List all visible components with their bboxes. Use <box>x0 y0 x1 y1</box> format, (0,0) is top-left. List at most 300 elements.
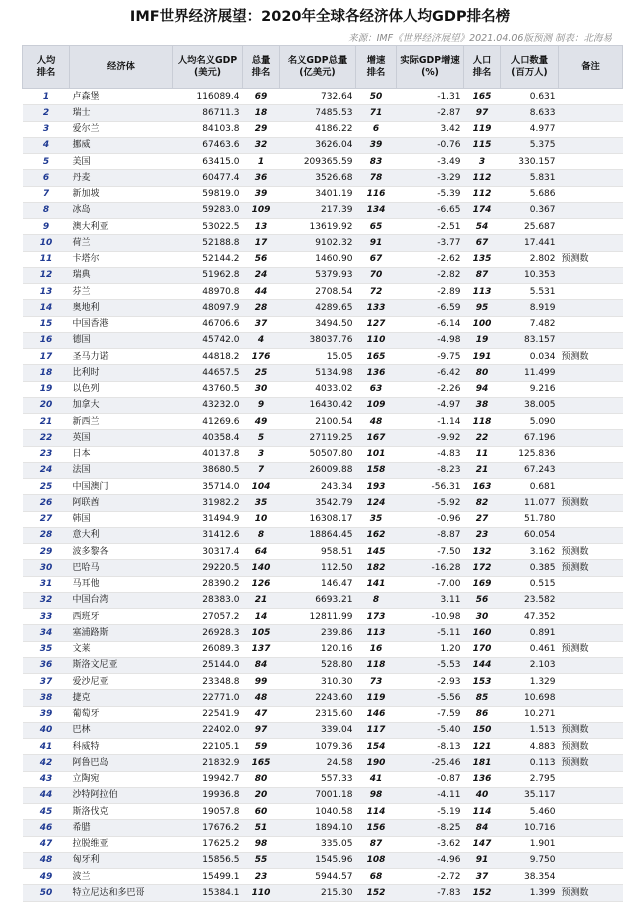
cell-growth-rank: 73 <box>356 674 397 690</box>
cell-rank: 41 <box>23 739 70 755</box>
cell-growth: -0.96 <box>397 511 464 527</box>
cell-total-rank: 18 <box>243 105 280 121</box>
table-row <box>23 121 623 137</box>
table-row <box>23 446 623 462</box>
cell-economy: 特立尼达和多巴哥 <box>70 885 173 901</box>
cell-population: 67.243 <box>501 462 559 478</box>
cell-pop-rank: 85 <box>464 690 501 706</box>
cell-rank: 8 <box>23 202 70 218</box>
cell-total-rank: 60 <box>243 804 280 820</box>
cell-economy: 瑞士 <box>70 105 173 121</box>
cell-note <box>559 219 623 235</box>
gdp-ranking-table <box>22 45 623 902</box>
cell-rank: 32 <box>23 592 70 608</box>
cell-population: 9.216 <box>501 381 559 397</box>
cell-gdp-per-capita: 31412.6 <box>173 527 243 543</box>
cell-gdp-total: 9102.32 <box>280 235 356 251</box>
cell-gdp-per-capita: 48097.9 <box>173 300 243 316</box>
cell-pop-rank: 40 <box>464 787 501 803</box>
cell-rank: 4 <box>23 137 70 153</box>
cell-growth-rank: 41 <box>356 771 397 787</box>
cell-gdp-per-capita: 26089.3 <box>173 641 243 657</box>
cell-population: 1.399 <box>501 885 559 901</box>
cell-economy: 卢森堡 <box>70 89 173 105</box>
cell-rank: 37 <box>23 674 70 690</box>
cell-pop-rank: 22 <box>464 430 501 446</box>
cell-gdp-per-capita: 31494.9 <box>173 511 243 527</box>
cell-note <box>559 365 623 381</box>
cell-growth: -9.92 <box>397 430 464 446</box>
table-row <box>23 820 623 836</box>
cell-population: 0.385 <box>501 560 559 576</box>
cell-note <box>559 527 623 543</box>
cell-total-rank: 84 <box>243 657 280 673</box>
cell-growth: -5.39 <box>397 186 464 202</box>
cell-growth: -25.46 <box>397 755 464 771</box>
cell-pop-rank: 170 <box>464 641 501 657</box>
cell-growth-rank: 182 <box>356 560 397 576</box>
cell-total-rank: 8 <box>243 527 280 543</box>
table-row <box>23 787 623 803</box>
cell-gdp-per-capita: 28390.2 <box>173 576 243 592</box>
cell-note <box>559 479 623 495</box>
cell-note <box>559 690 623 706</box>
cell-growth: -2.51 <box>397 219 464 235</box>
cell-total-rank: 13 <box>243 219 280 235</box>
cell-gdp-per-capita: 59819.0 <box>173 186 243 202</box>
cell-gdp-per-capita: 17676.2 <box>173 820 243 836</box>
header-population: 人口数量 (百万人) <box>501 46 559 89</box>
cell-note <box>559 121 623 137</box>
cell-note: 预测数 <box>559 251 623 267</box>
cell-growth: -7.83 <box>397 885 464 901</box>
cell-growth-rank: 173 <box>356 609 397 625</box>
cell-gdp-per-capita: 17625.2 <box>173 836 243 852</box>
cell-gdp-per-capita: 35714.0 <box>173 479 243 495</box>
cell-growth: -5.56 <box>397 690 464 706</box>
cell-note <box>559 284 623 300</box>
cell-economy: 中国台湾 <box>70 592 173 608</box>
header-note: 备注 <box>559 46 623 89</box>
cell-rank: 33 <box>23 609 70 625</box>
cell-gdp-total: 339.04 <box>280 722 356 738</box>
cell-note <box>559 137 623 153</box>
table-row <box>23 544 623 560</box>
cell-economy: 中国澳门 <box>70 479 173 495</box>
cell-economy: 法国 <box>70 462 173 478</box>
cell-growth-rank: 16 <box>356 641 397 657</box>
table-body <box>23 89 623 902</box>
table-row <box>23 267 623 283</box>
cell-growth: -1.14 <box>397 414 464 430</box>
cell-note <box>559 105 623 121</box>
cell-gdp-total: 6693.21 <box>280 592 356 608</box>
cell-total-rank: 4 <box>243 332 280 348</box>
cell-growth: -8.25 <box>397 820 464 836</box>
cell-economy: 冰岛 <box>70 202 173 218</box>
table-row <box>23 527 623 543</box>
cell-growth-rank: 63 <box>356 381 397 397</box>
table-row <box>23 625 623 641</box>
cell-growth-rank: 8 <box>356 592 397 608</box>
cell-total-rank: 69 <box>243 89 280 105</box>
cell-rank: 17 <box>23 349 70 365</box>
cell-pop-rank: 147 <box>464 836 501 852</box>
cell-gdp-total: 3526.68 <box>280 170 356 186</box>
cell-total-rank: 37 <box>243 316 280 332</box>
cell-population: 67.196 <box>501 430 559 446</box>
cell-note <box>559 462 623 478</box>
cell-gdp-total: 209365.59 <box>280 154 356 170</box>
cell-growth-rank: 48 <box>356 414 397 430</box>
table-row <box>23 202 623 218</box>
cell-population: 5.375 <box>501 137 559 153</box>
cell-note <box>559 235 623 251</box>
cell-population: 7.482 <box>501 316 559 332</box>
cell-rank: 5 <box>23 154 70 170</box>
cell-gdp-total: 7485.53 <box>280 105 356 121</box>
cell-rank: 38 <box>23 690 70 706</box>
cell-growth: -4.11 <box>397 787 464 803</box>
table-row <box>23 755 623 771</box>
cell-note: 预测数 <box>559 495 623 511</box>
table-row <box>23 430 623 446</box>
cell-rank: 9 <box>23 219 70 235</box>
cell-growth: -16.28 <box>397 560 464 576</box>
cell-total-rank: 20 <box>243 787 280 803</box>
cell-pop-rank: 67 <box>464 235 501 251</box>
cell-note <box>559 316 623 332</box>
cell-economy: 加拿大 <box>70 397 173 413</box>
cell-growth-rank: 165 <box>356 349 397 365</box>
cell-pop-rank: 135 <box>464 251 501 267</box>
cell-growth-rank: 39 <box>356 137 397 153</box>
cell-growth: -0.76 <box>397 137 464 153</box>
cell-gdp-per-capita: 22105.1 <box>173 739 243 755</box>
cell-gdp-total: 1545.96 <box>280 852 356 868</box>
cell-population: 5.831 <box>501 170 559 186</box>
cell-gdp-per-capita: 51962.8 <box>173 267 243 283</box>
cell-gdp-per-capita: 22771.0 <box>173 690 243 706</box>
cell-population: 2.795 <box>501 771 559 787</box>
cell-gdp-total: 2708.54 <box>280 284 356 300</box>
cell-pop-rank: 165 <box>464 89 501 105</box>
cell-pop-rank: 163 <box>464 479 501 495</box>
cell-economy: 新加坡 <box>70 186 173 202</box>
cell-gdp-per-capita: 44657.5 <box>173 365 243 381</box>
cell-growth-rank: 83 <box>356 154 397 170</box>
cell-growth-rank: 114 <box>356 804 397 820</box>
table-row <box>23 511 623 527</box>
cell-population: 5.686 <box>501 186 559 202</box>
cell-pop-rank: 132 <box>464 544 501 560</box>
cell-economy: 巴林 <box>70 722 173 738</box>
cell-gdp-total: 38037.76 <box>280 332 356 348</box>
cell-gdp-total: 4186.22 <box>280 121 356 137</box>
cell-economy: 斯洛文尼亚 <box>70 657 173 673</box>
table-row <box>23 479 623 495</box>
table-row <box>23 495 623 511</box>
cell-rank: 34 <box>23 625 70 641</box>
table-row <box>23 397 623 413</box>
table-row <box>23 706 623 722</box>
table-row <box>23 381 623 397</box>
cell-total-rank: 51 <box>243 820 280 836</box>
cell-economy: 阿鲁巴岛 <box>70 755 173 771</box>
cell-total-rank: 3 <box>243 446 280 462</box>
cell-note: 预测数 <box>559 560 623 576</box>
cell-growth: -5.19 <box>397 804 464 820</box>
cell-pop-rank: 115 <box>464 137 501 153</box>
cell-gdp-total: 1079.36 <box>280 739 356 755</box>
cell-economy: 圣马力诺 <box>70 349 173 365</box>
table-row <box>23 349 623 365</box>
cell-pop-rank: 114 <box>464 804 501 820</box>
cell-note <box>559 674 623 690</box>
cell-growth: -10.98 <box>397 609 464 625</box>
cell-rank: 46 <box>23 820 70 836</box>
cell-gdp-total: 732.64 <box>280 89 356 105</box>
cell-growth: -4.97 <box>397 397 464 413</box>
table-row <box>23 771 623 787</box>
cell-growth: -2.89 <box>397 284 464 300</box>
cell-economy: 美国 <box>70 154 173 170</box>
cell-gdp-total: 1460.90 <box>280 251 356 267</box>
cell-gdp-total: 16430.42 <box>280 397 356 413</box>
cell-gdp-per-capita: 60477.4 <box>173 170 243 186</box>
cell-economy: 沙特阿拉伯 <box>70 787 173 803</box>
cell-pop-rank: 82 <box>464 495 501 511</box>
cell-growth-rank: 65 <box>356 219 397 235</box>
cell-total-rank: 36 <box>243 170 280 186</box>
cell-growth: -3.62 <box>397 836 464 852</box>
cell-pop-rank: 136 <box>464 771 501 787</box>
cell-gdp-total: 2100.54 <box>280 414 356 430</box>
header-rank: 人均 排名 <box>23 46 70 89</box>
cell-rank: 36 <box>23 657 70 673</box>
cell-growth: -3.77 <box>397 235 464 251</box>
cell-total-rank: 17 <box>243 235 280 251</box>
cell-population: 4.977 <box>501 121 559 137</box>
cell-growth: -3.49 <box>397 154 464 170</box>
cell-economy: 日本 <box>70 446 173 462</box>
cell-gdp-per-capita: 21832.9 <box>173 755 243 771</box>
header-growth-rank: 增速 排名 <box>356 46 397 89</box>
cell-growth-rank: 133 <box>356 300 397 316</box>
cell-gdp-total: 557.33 <box>280 771 356 787</box>
cell-gdp-per-capita: 86711.3 <box>173 105 243 121</box>
cell-gdp-total: 2315.60 <box>280 706 356 722</box>
cell-growth-rank: 146 <box>356 706 397 722</box>
cell-total-rank: 64 <box>243 544 280 560</box>
cell-gdp-total: 120.16 <box>280 641 356 657</box>
table-row <box>23 414 623 430</box>
header-growth: 实际GDP增速 (%) <box>397 46 464 89</box>
cell-pop-rank: 153 <box>464 674 501 690</box>
cell-growth: -5.92 <box>397 495 464 511</box>
cell-economy: 澳大利亚 <box>70 219 173 235</box>
cell-economy: 德国 <box>70 332 173 348</box>
cell-gdp-total: 958.51 <box>280 544 356 560</box>
cell-note <box>559 576 623 592</box>
cell-economy: 波兰 <box>70 869 173 885</box>
cell-growth: -4.98 <box>397 332 464 348</box>
cell-rank: 19 <box>23 381 70 397</box>
table-row <box>23 869 623 885</box>
cell-total-rank: 104 <box>243 479 280 495</box>
cell-total-rank: 23 <box>243 869 280 885</box>
cell-growth-rank: 78 <box>356 170 397 186</box>
cell-economy: 韩国 <box>70 511 173 527</box>
cell-growth-rank: 87 <box>356 836 397 852</box>
cell-population: 8.633 <box>501 105 559 121</box>
cell-total-rank: 29 <box>243 121 280 137</box>
cell-population: 83.157 <box>501 332 559 348</box>
table-row <box>23 462 623 478</box>
cell-gdp-per-capita: 48970.8 <box>173 284 243 300</box>
cell-total-rank: 9 <box>243 397 280 413</box>
cell-rank: 48 <box>23 852 70 868</box>
cell-growth: 3.42 <box>397 121 464 137</box>
cell-population: 17.441 <box>501 235 559 251</box>
cell-total-rank: 49 <box>243 414 280 430</box>
header-economy: 经济体 <box>70 46 173 89</box>
cell-pop-rank: 97 <box>464 105 501 121</box>
cell-gdp-per-capita: 43760.5 <box>173 381 243 397</box>
table-row <box>23 885 623 901</box>
cell-note <box>559 381 623 397</box>
cell-economy: 芬兰 <box>70 284 173 300</box>
cell-gdp-total: 243.34 <box>280 479 356 495</box>
cell-rank: 22 <box>23 430 70 446</box>
cell-rank: 2 <box>23 105 70 121</box>
cell-total-rank: 48 <box>243 690 280 706</box>
cell-pop-rank: 160 <box>464 625 501 641</box>
cell-economy: 荷兰 <box>70 235 173 251</box>
cell-growth: -6.14 <box>397 316 464 332</box>
source-note: 来源：IMF《世界经济展望》2021.04.06版预测 制表：北海易 <box>348 33 612 44</box>
cell-gdp-per-capita: 30317.4 <box>173 544 243 560</box>
cell-pop-rank: 37 <box>464 869 501 885</box>
cell-note <box>559 592 623 608</box>
table-row <box>23 89 623 105</box>
cell-note <box>559 820 623 836</box>
cell-pop-rank: 118 <box>464 414 501 430</box>
cell-note: 预测数 <box>559 641 623 657</box>
cell-gdp-per-capita: 41269.6 <box>173 414 243 430</box>
table-row <box>23 722 623 738</box>
cell-note: 预测数 <box>559 544 623 560</box>
cell-rank: 16 <box>23 332 70 348</box>
cell-growth: -8.13 <box>397 739 464 755</box>
cell-total-rank: 105 <box>243 625 280 641</box>
cell-rank: 35 <box>23 641 70 657</box>
cell-note <box>559 771 623 787</box>
cell-growth-rank: 50 <box>356 89 397 105</box>
cell-gdp-per-capita: 22402.0 <box>173 722 243 738</box>
cell-growth-rank: 136 <box>356 365 397 381</box>
cell-total-rank: 98 <box>243 836 280 852</box>
cell-population: 1.901 <box>501 836 559 852</box>
cell-rank: 15 <box>23 316 70 332</box>
cell-pop-rank: 112 <box>464 170 501 186</box>
cell-population: 0.891 <box>501 625 559 641</box>
cell-population: 10.698 <box>501 690 559 706</box>
table-row <box>23 609 623 625</box>
cell-gdp-per-capita: 29220.5 <box>173 560 243 576</box>
cell-population: 125.836 <box>501 446 559 462</box>
table-row <box>23 560 623 576</box>
cell-rank: 42 <box>23 755 70 771</box>
cell-gdp-total: 4289.65 <box>280 300 356 316</box>
cell-growth: -5.11 <box>397 625 464 641</box>
cell-economy: 奥地利 <box>70 300 173 316</box>
cell-population: 0.113 <box>501 755 559 771</box>
cell-total-rank: 24 <box>243 267 280 283</box>
cell-total-rank: 28 <box>243 300 280 316</box>
table-row <box>23 105 623 121</box>
cell-total-rank: 10 <box>243 511 280 527</box>
cell-growth-rank: 109 <box>356 397 397 413</box>
cell-gdp-per-capita: 28383.0 <box>173 592 243 608</box>
cell-total-rank: 97 <box>243 722 280 738</box>
cell-pop-rank: 21 <box>464 462 501 478</box>
cell-gdp-per-capita: 67463.6 <box>173 137 243 153</box>
cell-total-rank: 39 <box>243 186 280 202</box>
cell-growth: -8.23 <box>397 462 464 478</box>
cell-gdp-total: 1040.58 <box>280 804 356 820</box>
cell-economy: 塞浦路斯 <box>70 625 173 641</box>
cell-note: 预测数 <box>559 755 623 771</box>
cell-economy: 匈牙利 <box>70 852 173 868</box>
cell-gdp-total: 335.05 <box>280 836 356 852</box>
cell-gdp-per-capita: 19057.8 <box>173 804 243 820</box>
cell-note <box>559 511 623 527</box>
cell-rank: 3 <box>23 121 70 137</box>
cell-pop-rank: 95 <box>464 300 501 316</box>
cell-growth-rank: 71 <box>356 105 397 121</box>
cell-population: 2.802 <box>501 251 559 267</box>
cell-economy: 文莱 <box>70 641 173 657</box>
cell-pop-rank: 19 <box>464 332 501 348</box>
cell-economy: 比利时 <box>70 365 173 381</box>
cell-population: 5.460 <box>501 804 559 820</box>
cell-gdp-total: 18864.45 <box>280 527 356 543</box>
cell-pop-rank: 80 <box>464 365 501 381</box>
cell-total-rank: 21 <box>243 592 280 608</box>
table-row <box>23 641 623 657</box>
cell-growth-rank: 110 <box>356 332 397 348</box>
cell-gdp-total: 12811.99 <box>280 609 356 625</box>
cell-gdp-total: 7001.18 <box>280 787 356 803</box>
cell-growth: -7.00 <box>397 576 464 592</box>
cell-economy: 葡萄牙 <box>70 706 173 722</box>
cell-rank: 50 <box>23 885 70 901</box>
cell-note <box>559 186 623 202</box>
cell-population: 3.162 <box>501 544 559 560</box>
cell-note <box>559 706 623 722</box>
cell-gdp-total: 3494.50 <box>280 316 356 332</box>
cell-rank: 27 <box>23 511 70 527</box>
table-row <box>23 137 623 153</box>
cell-rank: 28 <box>23 527 70 543</box>
cell-pop-rank: 152 <box>464 885 501 901</box>
cell-growth-rank: 108 <box>356 852 397 868</box>
cell-population: 35.117 <box>501 787 559 803</box>
cell-growth: -1.31 <box>397 89 464 105</box>
cell-population: 5.090 <box>501 414 559 430</box>
cell-growth: 3.11 <box>397 592 464 608</box>
